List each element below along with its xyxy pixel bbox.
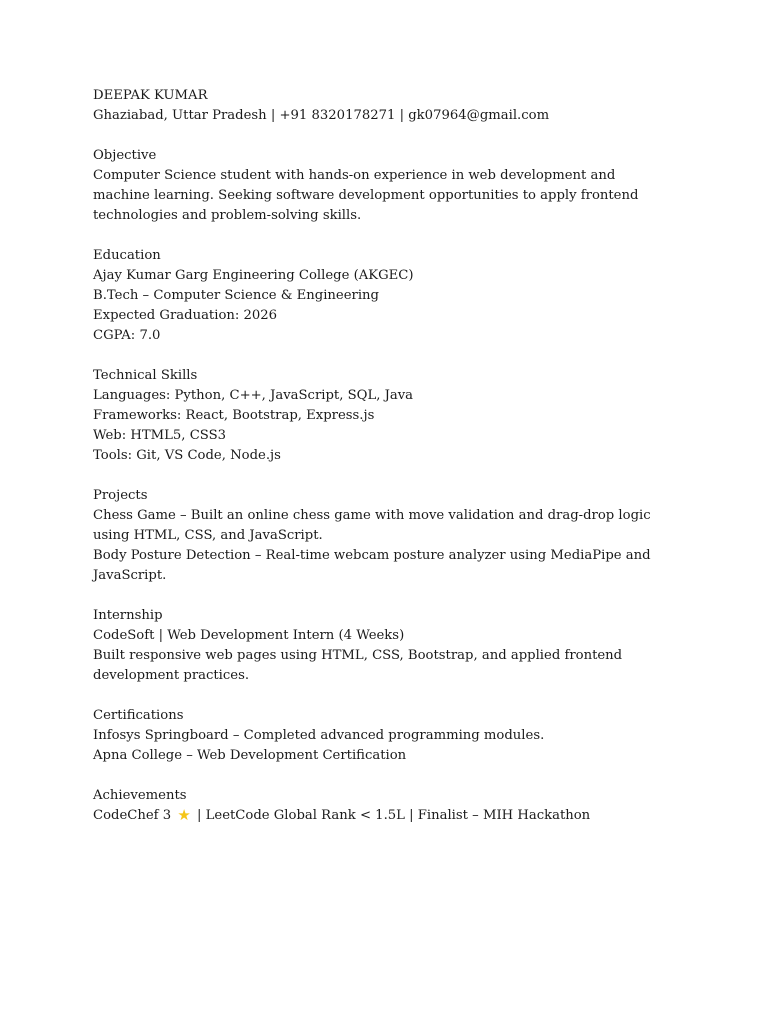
achievements-line xyxy=(93,806,713,826)
achievement-rest: | LeetCode Global Rank < 1.5L | Finalist – MIH Hackathon xyxy=(197,808,591,823)
objective-section xyxy=(93,146,713,226)
internship-role: CodeSoft | Web Development Intern (4 Weeks) xyxy=(93,628,405,643)
certifications-heading: Certifications xyxy=(93,708,184,723)
objective-heading: Objective xyxy=(93,148,157,163)
education-heading: Education xyxy=(93,248,161,263)
internship-section xyxy=(93,606,713,686)
resume-document xyxy=(93,86,713,826)
project-item: Body Posture Detection – Real-time webcam posture analyzer using MediaPipe and JavaScript. xyxy=(93,548,651,583)
education-graduation: Expected Graduation: 2026 xyxy=(93,308,278,323)
education-section xyxy=(93,246,713,346)
projects-heading: Projects xyxy=(93,488,148,503)
internship-description: Built responsive web pages using HTML, CSS, Bootstrap, and applied frontend development practices. xyxy=(93,648,623,683)
internship-heading: Internship xyxy=(93,608,163,623)
certification-item: Infosys Springboard – Completed advanced programming modules. xyxy=(93,728,545,743)
skills-frameworks: Frameworks: React, Bootstrap, Express.js xyxy=(93,408,375,423)
certifications-section xyxy=(93,706,713,766)
skills-tools: Tools: Git, VS Code, Node.js xyxy=(93,448,281,463)
skills-web: Web: HTML5, CSS3 xyxy=(93,428,227,443)
skills-languages: Languages: Python, C++, JavaScript, SQL, Java xyxy=(93,388,414,403)
star-icon: ★ xyxy=(177,806,191,824)
header-section xyxy=(93,86,713,126)
projects-section xyxy=(93,486,713,586)
education-cgpa: CGPA: 7.0 xyxy=(93,328,161,343)
education-degree: B.Tech – Computer Science & Engineering xyxy=(93,288,379,303)
achievements-section xyxy=(93,786,713,826)
skills-heading: Technical Skills xyxy=(93,368,198,383)
skills-section xyxy=(93,366,713,466)
objective-text: Computer Science student with hands-on experience in web development and machine learning. Seeking software development opportunities to apply frontend technologies and problem-solving skills. xyxy=(93,168,639,223)
achievements-heading: Achievements xyxy=(93,788,187,803)
project-item: Chess Game – Built an online chess game with move validation and drag-drop logic using HTML, CSS, and JavaScript. xyxy=(93,508,651,543)
contact-info: Ghaziabad, Uttar Pradesh | +91 8320178271 | gk07964@gmail.com xyxy=(93,108,550,123)
achievement-codechef: CodeChef 3 xyxy=(93,808,172,823)
certification-item: Apna College – Web Development Certification xyxy=(93,748,407,763)
education-college: Ajay Kumar Garg Engineering College (AKGEC) xyxy=(93,268,414,283)
candidate-name: DEEPAK KUMAR xyxy=(93,88,208,103)
